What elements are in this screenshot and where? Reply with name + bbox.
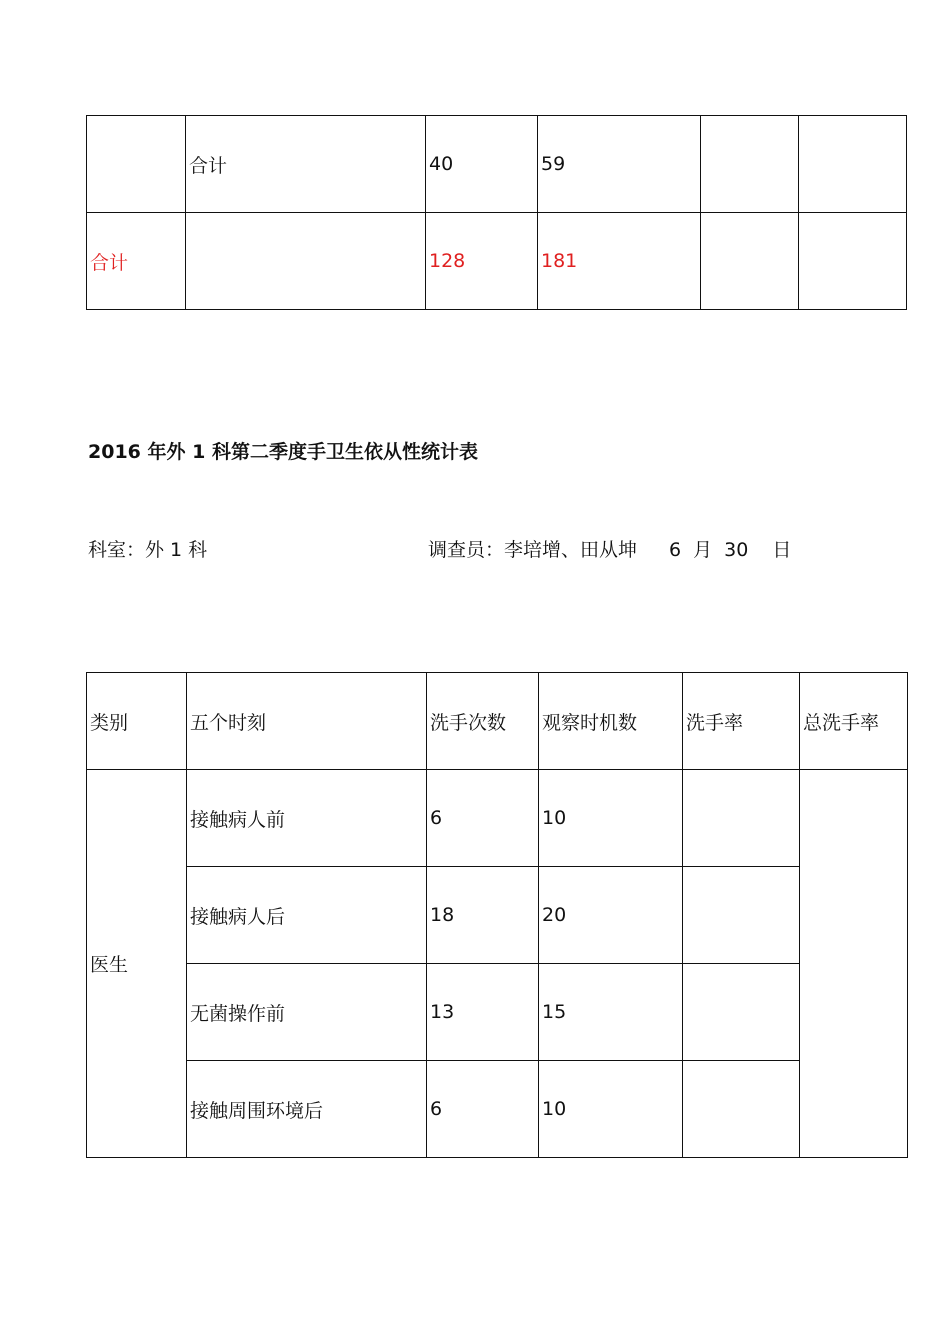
- observed-cell: 15: [539, 964, 683, 1061]
- surveyor-label: 调查员：李培增、田从坤: [428, 539, 638, 561]
- summary-table-continued: [86, 115, 907, 310]
- department-label: 科室：外 1 科: [88, 539, 208, 561]
- table-row: [87, 964, 908, 1061]
- grand-total-wash-count: 128: [426, 213, 538, 310]
- observed-cell: 10: [539, 770, 683, 867]
- header-observed: 观察时机数: [539, 673, 683, 770]
- rate-cell: [683, 1061, 800, 1158]
- grand-total-observed: 181: [538, 213, 701, 310]
- header-moment: 五个时刻: [187, 673, 427, 770]
- wash-count-cell: 6: [427, 1061, 539, 1158]
- total-rate-cell: [799, 116, 907, 213]
- rate-cell: [683, 770, 800, 867]
- table-row-grand-total: [87, 213, 907, 310]
- rate-cell: [683, 867, 800, 964]
- table-row: [87, 770, 908, 867]
- grand-total-label: 合计: [87, 213, 186, 310]
- wash-count-cell: 13: [427, 964, 539, 1061]
- moment-cell: 合计: [186, 116, 426, 213]
- surveyor-line: [428, 535, 791, 562]
- date-month-unit: 月: [693, 539, 713, 561]
- total-rate-cell: [800, 770, 908, 1158]
- header-category: 类别: [87, 673, 187, 770]
- moment-cell: 接触病人后: [187, 867, 427, 964]
- observed-cell: 59: [538, 116, 701, 213]
- moment-cell: [186, 213, 426, 310]
- category-doctor: 医生: [87, 770, 187, 1158]
- date-month: 6: [669, 539, 682, 561]
- moment-cell: 接触病人前: [187, 770, 427, 867]
- table-row: [87, 116, 907, 213]
- category-cell: [87, 116, 186, 213]
- moment-cell: 接触周围环境后: [187, 1061, 427, 1158]
- header-wash-count: 洗手次数: [427, 673, 539, 770]
- moment-cell: 无菌操作前: [187, 964, 427, 1061]
- rate-cell: [701, 213, 799, 310]
- date-day: 30: [724, 539, 749, 561]
- table-row: [87, 1061, 908, 1158]
- header-rate: 洗手率: [683, 673, 800, 770]
- header-total-rate: 总洗手率: [800, 673, 908, 770]
- total-rate-cell: [799, 213, 907, 310]
- rate-cell: [701, 116, 799, 213]
- observed-cell: 10: [539, 1061, 683, 1158]
- wash-count-cell: 40: [426, 116, 538, 213]
- table-row: [87, 867, 908, 964]
- observed-cell: 20: [539, 867, 683, 964]
- document-title: 2016 年外 1 科第二季度手卫生依从性统计表: [88, 441, 478, 463]
- wash-count-cell: 6: [427, 770, 539, 867]
- rate-cell: [683, 964, 800, 1061]
- table-header-row: [87, 673, 908, 770]
- wash-count-cell: 18: [427, 867, 539, 964]
- date-day-unit: 日: [772, 539, 792, 561]
- hand-hygiene-table: [86, 672, 908, 1158]
